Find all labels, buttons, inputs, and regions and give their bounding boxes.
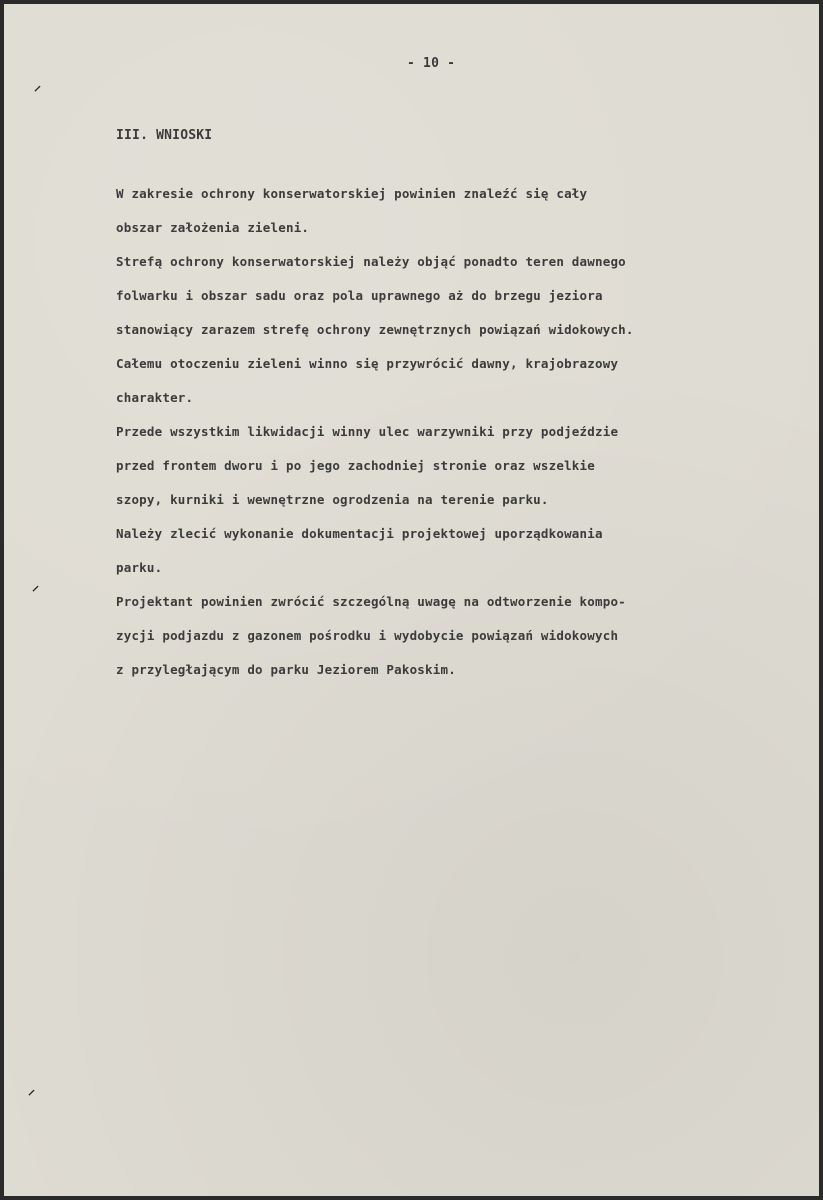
- body-line: obszar założenia zieleni.: [116, 220, 310, 235]
- body-line: Projektant powinien zwrócić szczególną uwagę na odtworzenie kompo-: [116, 594, 626, 609]
- body-line: Strefą ochrony konserwatorskiej należy objąć ponadto teren dawnego: [116, 254, 626, 269]
- body-line: zycji podjazdu z gazonem pośrodku i wydobycie powiązań widokowych: [116, 628, 619, 643]
- page-number: - 10 -: [407, 56, 456, 71]
- body-line: charakter.: [116, 390, 194, 405]
- body-line: przed frontem dworu i po jego zachodniej stronie oraz wszelkie: [116, 458, 595, 473]
- body-line: z przyległającym do parku Jeziorem Pakoskim.: [116, 662, 456, 677]
- body-line: szopy, kurniki i wewnętrzne ogrodzenia na terenie parku.: [116, 492, 549, 507]
- binder-hole-mark: ⸍: [32, 584, 39, 600]
- body-line: parku.: [116, 560, 163, 575]
- body-line: folwarku i obszar sadu oraz pola uprawnego aż do brzegu jeziora: [116, 288, 603, 303]
- body-line: Należy zlecić wykonanie dokumentacji projektowej uporządkowania: [116, 526, 603, 541]
- body-line: stanowiący zarazem strefę ochrony zewnętrznych powiązań widokowych.: [116, 322, 634, 337]
- section-heading: III. WNIOSKI: [116, 128, 213, 143]
- body-line: Całemu otoczeniu zieleni winno się przywrócić dawny, krajobrazowy: [116, 356, 619, 371]
- body-line: Przede wszystkim likwidacji winny ulec warzywniki przy podjeździe: [116, 424, 619, 439]
- body-line: W zakresie ochrony konserwatorskiej powinien znaleźć się cały: [116, 186, 588, 201]
- document-page: [4, 4, 819, 1196]
- binder-hole-mark: ⸍: [28, 1088, 35, 1104]
- binder-hole-mark: ⸍: [34, 84, 41, 100]
